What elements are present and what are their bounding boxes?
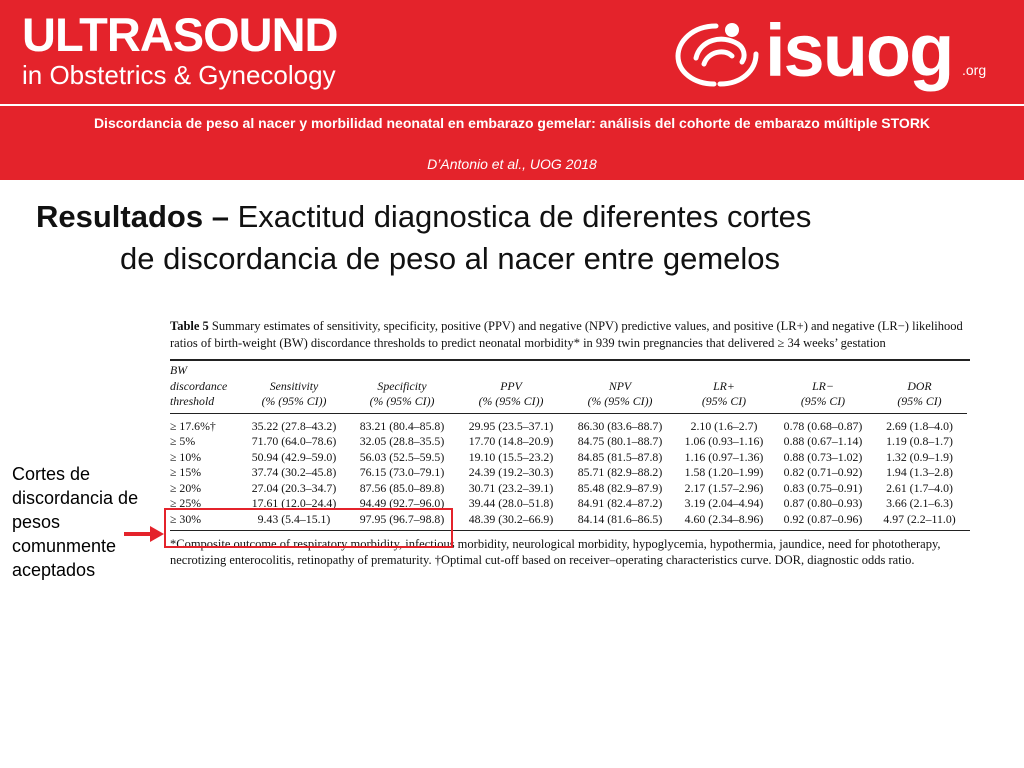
table-cell: 37.74 (30.2–45.8): [251, 465, 337, 479]
table-cell: 0.82 (0.71–0.92): [783, 465, 863, 479]
table-cell: 0.87 (0.80–0.93): [783, 496, 863, 510]
table-cell: 84.85 (81.5–87.8): [577, 449, 663, 464]
table-cell: 85.48 (82.9–87.9): [577, 480, 663, 495]
header-divider: [0, 104, 1024, 106]
table-cell: ≥ 20%: [170, 480, 202, 495]
table-cell: 27.04 (20.3–34.7): [251, 480, 337, 495]
table-cell: 76.15 (73.0–79.1): [359, 465, 445, 479]
table-header-row: [170, 361, 967, 413]
table-cell: 1.32 (0.9–1.9): [886, 449, 953, 464]
table-caption: [170, 318, 970, 351]
isuog-logo-icon: [672, 18, 762, 90]
table-cell: 86.30 (83.6–88.7): [577, 418, 663, 433]
table-cell: 35.22 (27.8–43.2): [251, 418, 337, 433]
table-cell: 71.70 (64.0–78.6): [251, 434, 337, 448]
col-header-dor: DOR (95% CI): [897, 378, 942, 408]
table-cell: 1.94 (1.3–2.8): [886, 465, 953, 479]
table-cell: 2.10 (1.6–2.7): [690, 418, 758, 433]
table-cell: 56.03 (52.5–59.5): [359, 449, 445, 464]
table-cell: 1.58 (1.20–1.99): [684, 465, 764, 479]
isuog-logo-text: isuog: [765, 9, 953, 92]
table-cell: 97.95 (96.7–98.8): [359, 511, 445, 526]
table-cell: 94.49 (92.7–96.0): [359, 496, 445, 510]
table-cell: 32.05 (28.8–35.5): [359, 434, 445, 448]
table-cell: 0.78 (0.68–0.87): [783, 418, 863, 433]
table-cell: ≥ 5%: [170, 434, 196, 448]
table-cell: 48.39 (30.2–66.9): [468, 511, 554, 526]
table-cell: 24.39 (19.2–30.3): [468, 465, 554, 479]
table-row: [170, 414, 967, 435]
table-cell: 17.70 (14.8–20.9): [468, 434, 554, 448]
table-cell: 29.95 (23.5–37.1): [468, 418, 554, 433]
table-cell: 17.61 (12.0–24.4): [251, 496, 337, 510]
table-cell: 2.61 (1.7–4.0): [886, 480, 953, 495]
col-header-lr-pos: LR+ (95% CI): [701, 378, 747, 408]
table-cell: 2.17 (1.57–2.96): [684, 480, 764, 495]
table-cell: 30.71 (23.2–39.1): [468, 480, 554, 495]
col-header-specificity: Specificity (% (95% CI)): [369, 378, 435, 408]
table-cell: 85.71 (82.9–88.2): [577, 465, 663, 479]
slide-title-bold: Resultados –: [36, 199, 229, 234]
right-arrow-icon: [124, 524, 164, 544]
table-cell: 0.92 (0.87–0.96): [783, 511, 863, 526]
table-cell: 39.44 (28.0–51.8): [468, 496, 554, 510]
col-header-npv: NPV (% (95% CI)): [587, 378, 653, 408]
data-table: [170, 361, 967, 530]
slide-title-rest: Exactitud diagnostica de diferentes cortes: [228, 199, 812, 234]
table-caption-text: Summary estimates of sensitivity, specificity, positive (PPV) and negative (NPV) predictive values, and positive (LR+) and negative (LR−) likelihood ratios of birth-weight (BW) discordance thresholds to predict neonatal morbidity* in 939 twin pregnancies that delivered ≥ 34 weeks’ gestation: [170, 319, 963, 350]
table-row-highlighted: [170, 481, 967, 497]
table-cell: 19.10 (15.5–23.2): [468, 449, 554, 464]
table-cell: ≥ 17.6%†: [170, 418, 216, 433]
table-cell: ≥ 10%: [170, 449, 202, 464]
table-cell: 84.75 (80.1–88.7): [577, 434, 663, 448]
col-header-ppv: PPV (% (95% CI)): [478, 378, 544, 408]
table-cell: 1.16 (0.97–1.36): [684, 449, 764, 464]
table-cell: ≥ 15%: [170, 465, 202, 479]
journal-header: [0, 0, 1024, 180]
table-cell: 84.91 (82.4–87.2): [577, 496, 663, 510]
table-cell: 84.14 (81.6–86.5): [577, 511, 663, 526]
table-cell: 83.21 (80.4–85.8): [359, 418, 445, 433]
isuog-logo-suffix: .org: [962, 62, 987, 78]
table-cell: 3.19 (2.04–4.94): [684, 496, 764, 510]
table-row: [170, 434, 967, 450]
table-cell: 1.06 (0.93–1.16): [684, 434, 764, 448]
table-cell: 9.43 (5.4–15.1): [257, 511, 331, 526]
table-cell: 3.66 (2.1–6.3): [886, 496, 953, 510]
slide-title: [36, 196, 996, 280]
table-cell: 87.56 (85.0–89.8): [359, 480, 445, 495]
table-cell: 1.19 (0.8–1.7): [886, 434, 953, 448]
table-cell: 2.69 (1.8–4.0): [886, 418, 953, 433]
journal-subtitle: in Obstetrics & Gynecology: [22, 60, 336, 90]
table-footnote: *Composite outcome of respiratory morbidity, infectious morbidity, neurological morbidity, hypoglycemia, hypothermia, jaundice, need for phototherapy, necrotizing enterocolitis, retinopathy of prematurity. †Optimal cut-off based on receiver–operating characteristics curve. DOR, diagnostic odds ratio.: [170, 537, 941, 567]
col-header-lr-neg: LR− (95% CI): [800, 378, 846, 408]
highlight-box: [164, 508, 453, 548]
study-author: D’Antonio et al., UOG 2018: [427, 156, 597, 172]
col-header-threshold: BW discordance threshold: [170, 363, 228, 408]
table-cell: 0.88 (0.67–1.14): [783, 434, 863, 448]
table-row: [170, 450, 967, 466]
table-cell: 4.97 (2.2–11.0): [883, 511, 956, 526]
table-cell: 0.88 (0.73–1.02): [783, 449, 863, 464]
table-caption-label: Table 5: [170, 319, 209, 333]
table-cell: ≥ 30%: [170, 511, 202, 526]
journal-title: ULTRASOUND: [22, 8, 338, 61]
table-cell: 50.94 (42.9–59.0): [251, 449, 337, 464]
slide-title-line2: de discordancia de peso al nacer entre gemelos: [120, 241, 781, 276]
side-note: Cortes de discordancia de pesos comunmente aceptados: [12, 464, 139, 580]
table-cell: 0.83 (0.75–0.91): [783, 480, 863, 495]
table-cell: 4.60 (2.34–8.96): [684, 511, 764, 526]
table-row: [170, 465, 967, 481]
table-cell: ≥ 25%: [170, 496, 202, 510]
study-title: Discordancia de peso al nacer y morbilidad neonatal en embarazo gemelar: análisis del cohorte de embarazo múltiple STORK: [93, 115, 931, 131]
col-header-sensitivity: Sensitivity (% (95% CI)): [261, 378, 327, 408]
